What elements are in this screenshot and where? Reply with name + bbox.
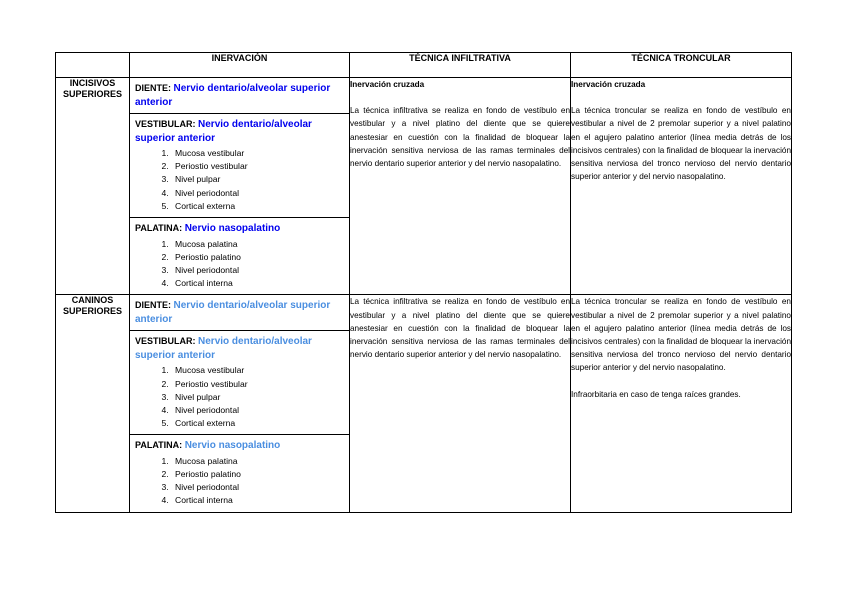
palatina-nerve: Nervio nasopalatino: [184, 440, 281, 452]
list-item: 3. Nivel periodontal: [171, 264, 344, 277]
list-item: 3. Nivel pulpar: [171, 391, 344, 404]
troncular-text: La técnica troncular se realiza en fondo de vestíbulo en vestibular a nivel de 2 premolar superior y a nivel palatino en el agujero palatino anterior (línea media detrás de los incisivos centrales) con la finalidad de bloquear la inervación sensitiva nerviosa del tronco nervioso del nervio dentario superior anterior y del nervio nasopalatino.: [571, 297, 791, 373]
list-item: 2. Periostio vestibular: [171, 160, 344, 173]
diente-section: [130, 78, 349, 114]
vestibular-list: [135, 364, 344, 430]
header-inervacion: INERVACIÓN: [130, 53, 350, 78]
troncular-cell-caninos: [571, 295, 792, 512]
header-tecnica-troncular: TÉCNICA TRONCULAR: [571, 53, 792, 78]
infiltrativa-cell-incisivos: [350, 78, 571, 295]
palatina-key: PALATINA:: [135, 223, 183, 234]
palatina-list: [135, 455, 344, 508]
list-item: 3. Nivel periodontal: [171, 481, 344, 494]
row-label-incisivos: INCISIVOS SUPERIORES: [56, 78, 130, 295]
vestibular-key: VESTIBULAR:: [135, 119, 196, 129]
diente-nerve: Nervio dentario/alveolar superior anterior: [135, 300, 331, 325]
palatina-nerve: Nervio nasopalatino: [184, 223, 281, 235]
list-item: 1. Mucosa palatina: [171, 238, 344, 251]
palatina-section: [130, 218, 349, 294]
troncular-cell-incisivos: [571, 78, 792, 295]
list-item: 2. Periostio palatino: [171, 468, 344, 481]
list-item: 2. Periostio vestibular: [171, 378, 344, 391]
palatina-key: PALATINA:: [135, 440, 183, 451]
list-item: 5. Cortical externa: [171, 200, 344, 213]
list-item: 4. Nivel periodontal: [171, 404, 344, 417]
row-incisivos: [56, 78, 792, 295]
header-tecnica-infiltrativa: TÉCNICA INFILTRATIVA: [350, 53, 571, 78]
list-item: 4. Nivel periodontal: [171, 187, 344, 200]
inervacion-cell-caninos: [130, 295, 350, 512]
infiltrativa-cell-caninos: [350, 295, 571, 512]
diente-nerve: Nervio dentario/alveolar superior anterior: [135, 83, 331, 108]
troncular-text: La técnica troncular se realiza en fondo de vestíbulo en vestibular a nivel de 2 premolar superior y a nivel palatino en el agujero palatino anterior (línea media detrás de los incisivos centrales) con la finalidad de bloquear la inervación sensitiva nerviosa del tronco nervioso del nervio dentario superior anterior y del nervio nasopalatino.: [571, 106, 791, 182]
list-item: 1. Mucosa palatina: [171, 455, 344, 468]
list-item: 5. Cortical externa: [171, 417, 344, 430]
palatina-section: [130, 435, 349, 511]
diente-key: DIENTE:: [135, 300, 171, 311]
vestibular-nerve: Nervio dentario/alveolar superior anterior: [135, 336, 312, 361]
list-item: 1. Mucosa vestibular: [171, 147, 344, 160]
vestibular-section: [130, 114, 349, 218]
list-item: 4. Cortical interna: [171, 494, 344, 507]
header-row: [56, 53, 792, 78]
inervacion-cell-incisivos: [130, 78, 350, 295]
palatina-list: [135, 238, 344, 291]
row-label-caninos: CANINOS SUPERIORES: [56, 295, 130, 512]
vestibular-key: VESTIBULAR:: [135, 336, 196, 347]
list-item: 1. Mucosa vestibular: [171, 364, 344, 377]
vestibular-list: [135, 147, 344, 213]
list-item: 2. Periostio palatino: [171, 251, 344, 264]
list-item: 4. Cortical interna: [171, 277, 344, 290]
troncular-extra-note: Infraorbitaria en caso de tenga raíces grandes.: [571, 389, 741, 399]
infiltrativa-text: La técnica infiltrativa se realiza en fondo de vestíbulo en vestibular y a nivel platino del diente que se quiere anestesiar en cuestión con la finalidad de bloquear la inervación sensitiva nerviosa de las ramas terminales del nervio dentario superior anterior y del nervio nasopalatino.: [350, 297, 570, 360]
diente-section: [130, 295, 349, 331]
infiltrativa-title: Inervación cruzada: [350, 80, 425, 89]
vestibular-section: [130, 331, 349, 435]
infiltrativa-text: La técnica infiltrativa se realiza en fondo de vestíbulo en vestibular y a nivel platino del diente que se quiere anestesiar en cuestión con la finalidad de bloquear la inervación sensitiva nerviosa de las ramas terminales del nervio dentario superior anterior y del nervio nasopalatino.: [350, 106, 570, 169]
troncular-title: Inervación cruzada: [571, 80, 646, 89]
diente-key: DIENTE:: [135, 83, 171, 93]
list-item: 3. Nivel pulpar: [171, 173, 344, 186]
anesthesia-table: [55, 52, 792, 513]
header-empty: [56, 53, 130, 78]
vestibular-nerve: Nervio dentario/alveolar superior anterior: [135, 119, 312, 144]
row-caninos: [56, 295, 792, 512]
